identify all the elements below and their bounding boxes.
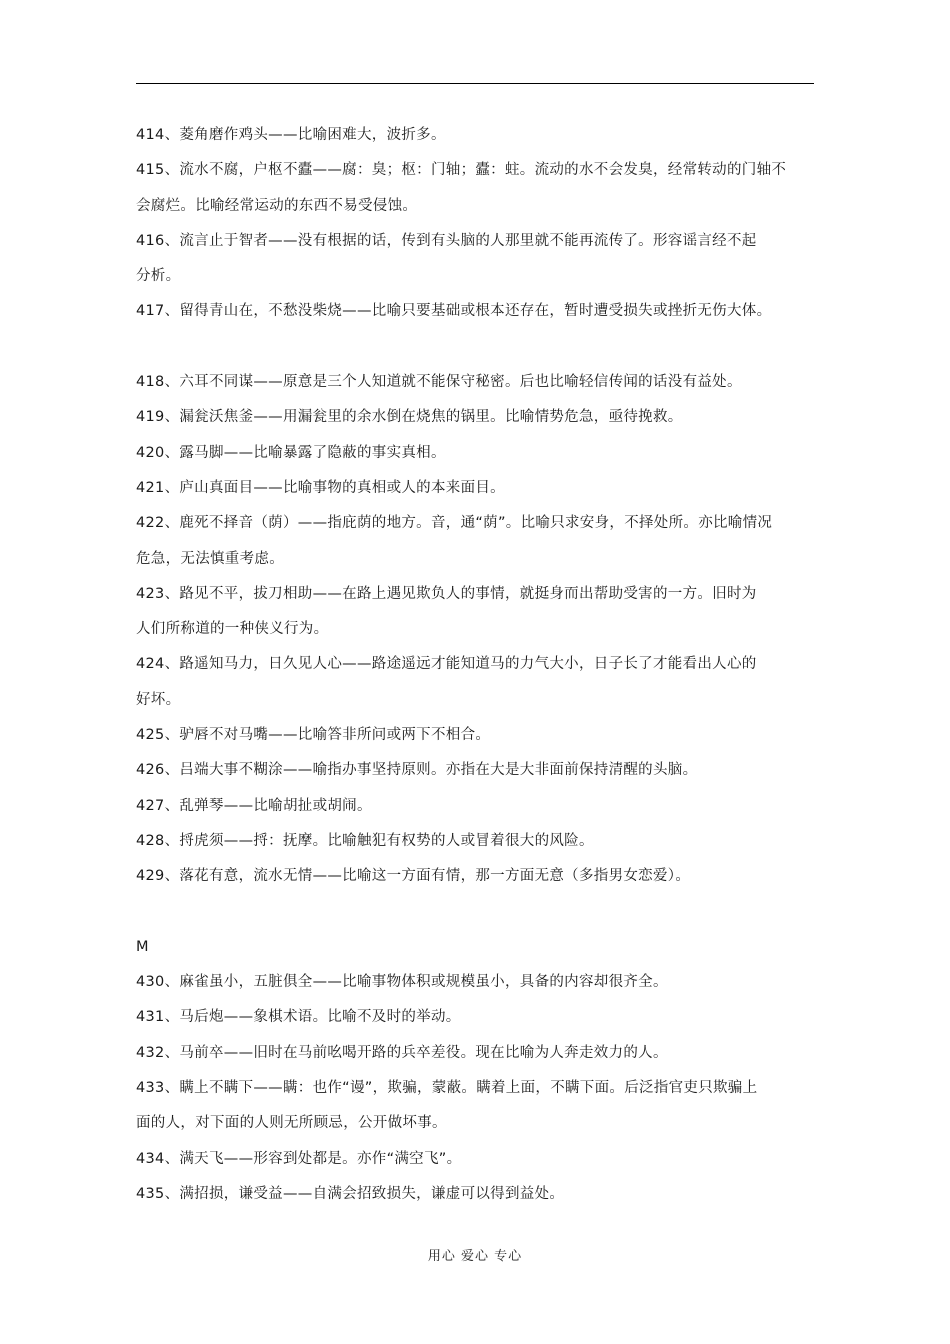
text-line: 414、菱角磨作鸡头——比喻困难大，波折多。 [136,127,446,143]
text-line: 危急，无法慎重考虑。 [136,550,284,567]
text-line: 好坏。 [136,691,181,708]
blank-line [136,895,820,930]
text-line: 分析。 [136,268,181,285]
text-line: 417、留得青山在，不愁没柴烧——比喻只要基础或根本还存在，暂时遭受损失或挫折无伤大体。 [136,303,772,320]
text-line: 435、满招损，谦受益——自满会招致损失，谦虚可以得到益处。 [136,1185,565,1202]
text-line: 429、落花有意，流水无情——比喻这一方面有情，那一方面无意（多指男女恋爱）。 [136,868,691,885]
text-line: 418、六耳不同谋——原意是三个人知道就不能保守秘密。后也比喻轻信传闻的话没有益处。 [136,374,742,391]
text-line: 430、麻雀虽小，五脏俱全——比喻事物体积或规模虽小，具备的内容却很齐全。 [136,974,668,991]
text-line: 422、鹿死不择音（荫）——指庇荫的地方。音，通“荫”。比喻只求安身，不择处所。亦比喻情况 [136,515,773,532]
body-text [136,118,820,1212]
text-line: 434、满天飞——形容到处都是。亦作“满空飞”。 [136,1150,462,1167]
text-line: 416、流言止于智者——没有根据的话，传到有头脑的人那里就不能再流传了。形容谣言经不起 [136,232,757,249]
text-line: 面的人，对下面的人则无所顾忌，公开做坏事。 [136,1115,447,1132]
text-line: 426、吕端大事不糊涂——喻指办事坚持原则。亦指在大是大非面前保持清醒的头脑。 [136,762,698,779]
text-line: 427、乱弹琴——比喻胡扯或胡闹。 [136,797,372,814]
text-line: 419、漏瓮沃焦釜——用漏瓮里的余水倒在烧焦的锅里。比喻情势危急，亟待挽救。 [136,409,683,426]
blank-line [136,330,820,365]
text-line: 432、马前卒——旧时在马前吆喝开路的兵卒差役。现在比喻为人奔走效力的人。 [136,1044,668,1061]
page-footer: 用心 爱心 专心 [427,1249,523,1264]
text-line: 428、捋虎须——捋：抚摩。比喻触犯有权势的人或冒着很大的风险。 [136,832,594,849]
text-line: 431、马后炮——象棋术语。比喻不及时的举动。 [136,1009,461,1026]
text-line: 420、露马脚——比喻暴露了隐蔽的事实真相。 [136,444,446,461]
text-line: 会腐烂。比喻经常运动的东西不易受侵蚀。 [136,197,418,214]
text-line: 433、瞒上不瞒下——瞒：也作“谩”，欺骗，蒙蔽。瞒着上面，不瞒下面。后泛指官吏只欺骗上 [136,1080,758,1097]
text-line: 423、路见不平，拔刀相助——在路上遇见欺负人的事情，就挺身而出帮助受害的一方。旧时为 [136,585,757,602]
text-line: 人们所称道的一种侠义行为。 [136,621,329,638]
text-line: 425、驴唇不对马嘴——比喻答非所问或两下不相合。 [136,727,491,744]
text-line: 421、庐山真面目——比喻事物的真相或人的本来面目。 [136,479,505,496]
text-line: 424、路遥知马力，日久见人心——路途遥远才能知道马的力气大小，日子长了才能看出人心的 [136,656,757,673]
text-line: 415、流水不腐，户枢不蠹——腐：臭；枢：门轴；蠹：蛀。流动的水不会发臭，经常转动的门轴不 [136,162,787,179]
header-rule [136,83,814,84]
section-letter: M [136,938,149,955]
